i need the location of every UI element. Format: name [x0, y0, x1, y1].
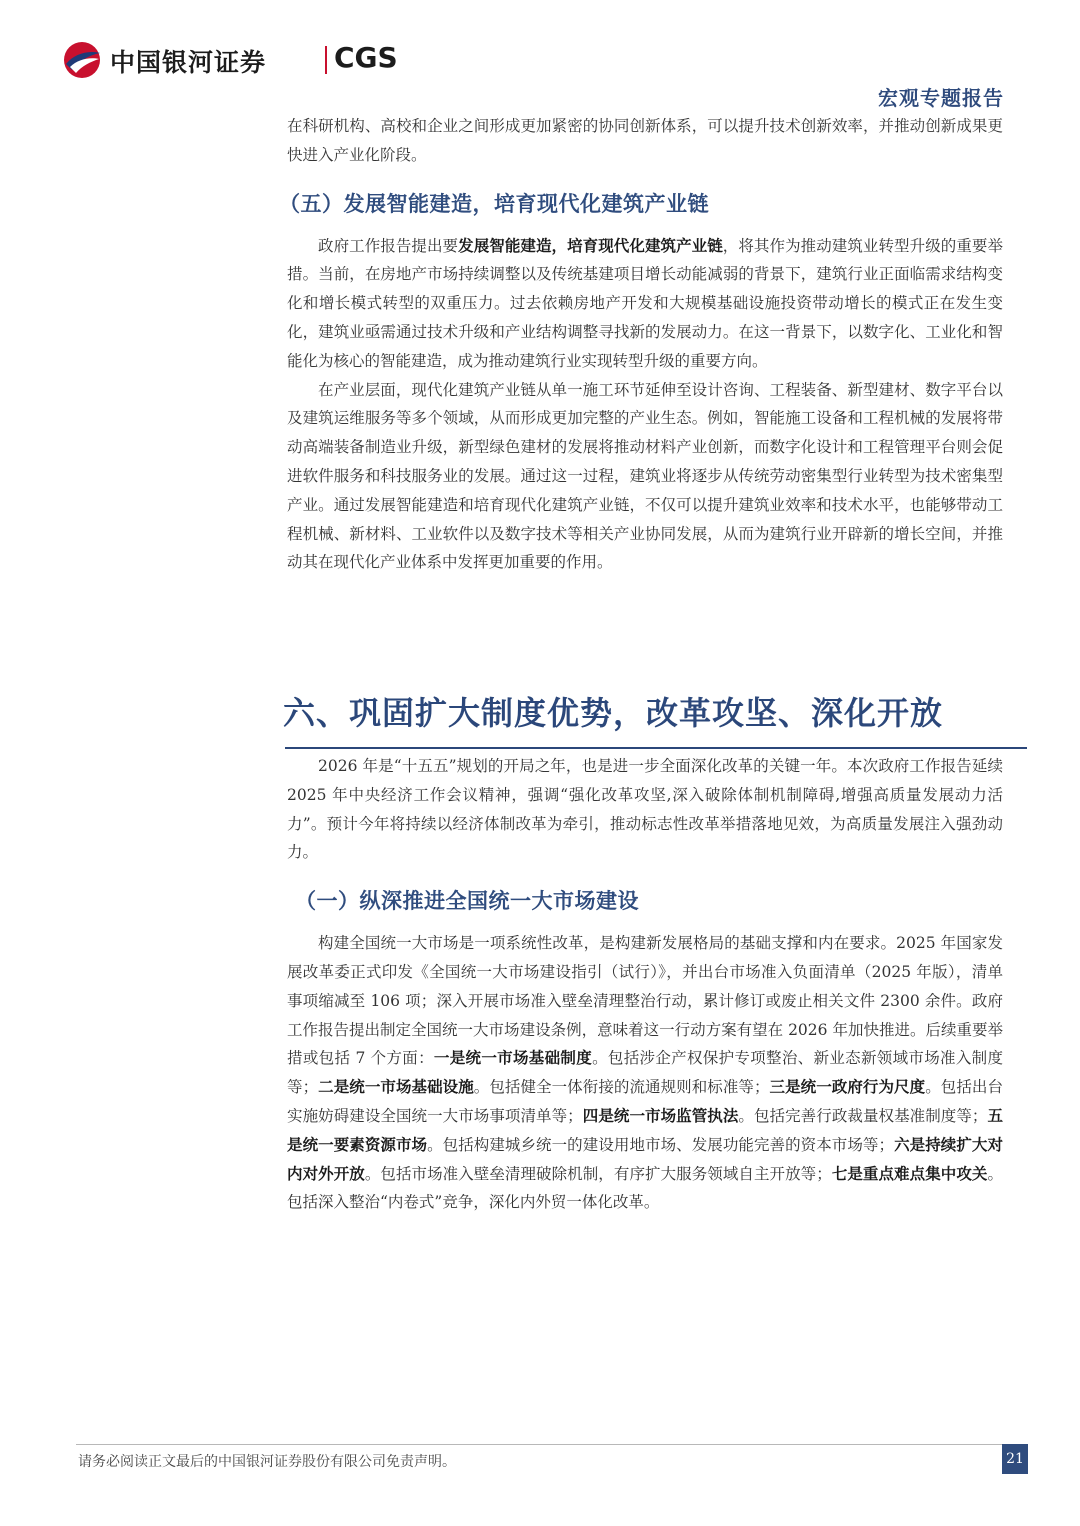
s1-text-7: 。包括深入整治“内卷式”竞争，深化内外贸一体化改革。 [287, 1164, 1003, 1212]
s1-text-4: 。包括完善行政裁量权基准制度等； [738, 1106, 988, 1125]
s1-bold-6: 六是持续扩大对内对外开放 [287, 1134, 1003, 1183]
subsection-5-heading: （五）发展智能建造，培育现代化建筑产业链 [279, 190, 709, 216]
company-logo [60, 40, 398, 80]
intro-paragraph: 在科研机构、高校和企业之间形成更加紧密的协同创新体系，可以提升技术创新效率，并推动创新成果更快进入产业化阶段。 [287, 117, 1003, 164]
s1-text-1: 。包括涉企产权保护专项整治、新业态新领域市场准入制度等； [287, 1049, 1003, 1097]
p1-text-post: ，将其作为推动建筑业转型升级的重要举措。当前，在房地产市场持续调整以及传统基建项目增长动能减弱的背景下，建筑行业正面临需求结构变化和增长模式转型的双重压力。过去依赖房地产开发和大规模基础设施投资带动增长的模式正在发生变化，建筑业亟需通过技术升级和产业结构调整寻找新的发展动力。在这一背景下，以数字化、工业化和智能化为核心的智能建造，成为推动建筑行业实现转型升级的重要方向。 [287, 236, 1003, 370]
s1-text-intro: 构建全国统一大市场是一项系统性改革，是构建新发展格局的基础支撑和内在要求。2025 年国家发展改革委正式印发《全国统一大市场建设指引（试行）》，并出台市场准入负面清单（2025 年版），清单事项缩减至 106 项；深入开展市场准入壁垒清理整治行动，累计修订或废止相关文件 2300 余件。政府工作报告提出制定全国统一大市场建设条例，意味着这一行动方案有望在 2026 年加快推进。后续重要举措或包括 7 个方面： [287, 934, 1003, 1068]
page-number: 21 [1002, 1444, 1028, 1474]
logo-chinese-text: 中国银河证券 [110, 48, 267, 77]
footer-divider [76, 1444, 1002, 1445]
section-6-heading: 六、巩固扩大制度优势，改革攻坚、深化开放 [283, 694, 944, 732]
s1-text-2: 。包括健全一体衔接的流通规则和标准等； [473, 1078, 770, 1097]
p1-text-bold: 发展智能建造，培育现代化建筑产业链 [458, 235, 723, 255]
upper-content [279, 112, 1003, 577]
logo-english-text: CGS [334, 41, 398, 74]
cgs-logo-icon [60, 40, 104, 80]
s1-text-5: 。包括构建城乡统一的建设用地市场、发展功能完善的资本市场等； [427, 1135, 894, 1154]
section-6-intro-paragraph: 2026 年是“十五五”规划的开局之年，也是进一步全面深化改革的关键一年。本次政府工作报告延续 2025 年中央经济工作会议精神，强调“强化改革攻坚,深入破除体制机制障碍,增强高质量发展动力活力”。预计今年将持续以经济体制改革为牵引，推动标志性改革举措落地见效，为高质量发展注入强劲动力。 [287, 757, 1003, 862]
p1-text-pre: 政府工作报告提出要 [318, 236, 459, 255]
s1-bold-2: 二是统一市场基础设施 [318, 1077, 474, 1097]
footer-disclaimer: 请务必阅读正文最后的中国银河证券股份有限公司免责声明。 [78, 1454, 456, 1470]
s1-bold-7: 七是重点难点集中攻关 [831, 1163, 988, 1183]
s1-bold-4: 四是统一市场监管执法 [582, 1105, 739, 1125]
report-type-label: 宏观专题报告 [878, 86, 1004, 110]
section-divider [285, 747, 1027, 749]
s1-bold-3: 三是统一政府行为尺度 [769, 1077, 926, 1097]
s1-text-3: 。包括出台实施妨碍建设全国统一大市场事项清单等； [287, 1078, 1003, 1125]
subsection-1-paragraph [287, 929, 1003, 1217]
logo-divider [325, 46, 327, 74]
s1-text-6: 。包括市场准入壁垒清理破除机制，有序扩大服务领域自主开放等； [364, 1164, 832, 1183]
subsection-5-paragraph-2: 在产业层面，现代化建筑产业链从单一施工环节延伸至设计咨询、工程装备、新型建材、数字平台以及建筑运维服务等多个领域，从而形成更加完整的产业生态。例如，智能施工设备和工程机械的发展将带动高端装备制造业升级，新型绿色建材的发展将推动材料产业创新，而数字化设计和工程管理平台则会促进软件服务和科技服务业的发展。通过这一过程，建筑业将逐步从传统劳动密集型行业转型为技术密集型产业。通过发展智能建造和培育现代化建筑产业链，不仅可以提升建筑业效率和技术水平，也能够带动工程机械、新材料、工业软件以及数字技术等相关产业协同发展，从而为建筑行业开辟新的增长空间，并推动其在现代化产业体系中发挥更加重要的作用。 [287, 380, 1003, 572]
subsection-5-paragraph-1 [287, 232, 1003, 376]
s1-bold-5: 五是统一要素资源市场 [287, 1105, 1003, 1154]
lower-content [287, 752, 1003, 1217]
s1-bold-1: 一是统一市场基础制度 [433, 1048, 593, 1068]
subsection-1-heading: （一）纵深推进全国统一大市场建设 [295, 888, 639, 914]
